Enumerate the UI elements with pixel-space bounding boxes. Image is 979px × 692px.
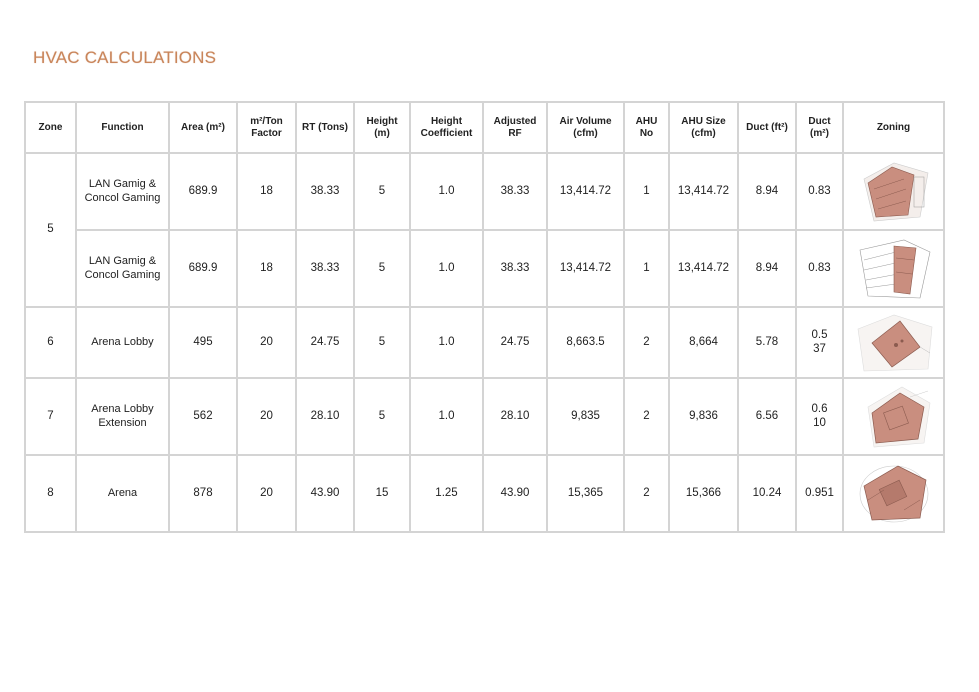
header-factor: m²/Ton Factor bbox=[237, 102, 296, 153]
zone-cell: 5 bbox=[25, 153, 76, 307]
header-function: Function bbox=[76, 102, 169, 153]
header-air-volume: Air Volume (cfm) bbox=[547, 102, 624, 153]
header-zoning: Zoning bbox=[843, 102, 944, 153]
floor-plan-zone-7-icon bbox=[854, 385, 934, 449]
rt-cell: 38.33 bbox=[296, 153, 354, 230]
ahu-no-cell: 1 bbox=[624, 230, 669, 307]
floor-plan-zone-5a-icon bbox=[854, 159, 934, 225]
duct-m-cell bbox=[796, 307, 843, 378]
air-volume-cell: 13,414.72 bbox=[547, 230, 624, 307]
header-ahu-no: AHU No bbox=[624, 102, 669, 153]
factor-cell: 18 bbox=[237, 230, 296, 307]
ahu-size-cell: 15,366 bbox=[669, 455, 738, 532]
table-row bbox=[25, 153, 944, 230]
height-cell: 5 bbox=[354, 230, 410, 307]
ahu-size-cell: 9,836 bbox=[669, 378, 738, 455]
zoning-cell bbox=[843, 455, 944, 532]
ahu-size-cell: 13,414.72 bbox=[669, 230, 738, 307]
duct-m-value: 0.610 bbox=[811, 402, 828, 429]
header-duct-m: Duct (m²) bbox=[796, 102, 843, 153]
zoning-cell bbox=[843, 153, 944, 230]
header-ahu-size: AHU Size (cfm) bbox=[669, 102, 738, 153]
floor-plan-zone-5b-icon bbox=[854, 236, 934, 302]
duct-ft-cell: 5.78 bbox=[738, 307, 796, 378]
air-volume-cell: 13,414.72 bbox=[547, 153, 624, 230]
ahu-size-cell: 13,414.72 bbox=[669, 153, 738, 230]
coefficient-cell: 1.0 bbox=[410, 378, 483, 455]
duct-ft-cell: 8.94 bbox=[738, 230, 796, 307]
air-volume-cell: 8,663.5 bbox=[547, 307, 624, 378]
zone-cell: 7 bbox=[25, 378, 76, 455]
factor-cell: 20 bbox=[237, 307, 296, 378]
coefficient-cell: 1.0 bbox=[410, 153, 483, 230]
duct-m-cell bbox=[796, 378, 843, 455]
duct-ft-cell: 10.24 bbox=[738, 455, 796, 532]
function-cell: Arena Lobby bbox=[76, 307, 169, 378]
zone-cell: 6 bbox=[25, 307, 76, 378]
table-row bbox=[25, 307, 944, 378]
area-cell: 878 bbox=[169, 455, 237, 532]
area-cell: 562 bbox=[169, 378, 237, 455]
header-area: Area (m²) bbox=[169, 102, 237, 153]
rt-cell: 43.90 bbox=[296, 455, 354, 532]
duct-m-cell: 0.951 bbox=[796, 455, 843, 532]
rt-cell: 28.10 bbox=[296, 378, 354, 455]
header-adjusted-rf: Adjusted RF bbox=[483, 102, 547, 153]
header-row bbox=[25, 102, 944, 153]
zoning-cell bbox=[843, 307, 944, 378]
floor-plan-zone-6-icon bbox=[854, 313, 934, 373]
duct-m-value: 0.537 bbox=[811, 328, 828, 355]
factor-cell: 18 bbox=[237, 153, 296, 230]
function-cell: LAN Gamig & Concol Gaming bbox=[76, 153, 169, 230]
header-rt: RT (Tons) bbox=[296, 102, 354, 153]
function-cell: Arena Lobby Extension bbox=[76, 378, 169, 455]
function-cell: LAN Gamig & Concol Gaming bbox=[76, 230, 169, 307]
ahu-no-cell: 2 bbox=[624, 455, 669, 532]
header-height: Height (m) bbox=[354, 102, 410, 153]
function-cell: Arena bbox=[76, 455, 169, 532]
zoning-cell bbox=[843, 230, 944, 307]
header-height-coefficient: Height Coefficient bbox=[410, 102, 483, 153]
coefficient-cell: 1.0 bbox=[410, 307, 483, 378]
duct-m-cell: 0.83 bbox=[796, 230, 843, 307]
air-volume-cell: 15,365 bbox=[547, 455, 624, 532]
adjusted-rf-cell: 38.33 bbox=[483, 230, 547, 307]
ahu-no-cell: 2 bbox=[624, 378, 669, 455]
height-cell: 5 bbox=[354, 378, 410, 455]
rt-cell: 24.75 bbox=[296, 307, 354, 378]
adjusted-rf-cell: 28.10 bbox=[483, 378, 547, 455]
height-cell: 15 bbox=[354, 455, 410, 532]
header-zone: Zone bbox=[25, 102, 76, 153]
factor-cell: 20 bbox=[237, 378, 296, 455]
page-title: HVAC CALCULATIONS bbox=[33, 48, 217, 67]
table-row bbox=[25, 230, 944, 307]
duct-ft-cell: 8.94 bbox=[738, 153, 796, 230]
adjusted-rf-cell: 38.33 bbox=[483, 153, 547, 230]
factor-cell: 20 bbox=[237, 455, 296, 532]
table-row bbox=[25, 378, 944, 455]
coefficient-cell: 1.0 bbox=[410, 230, 483, 307]
table-row bbox=[25, 455, 944, 532]
air-volume-cell: 9,835 bbox=[547, 378, 624, 455]
adjusted-rf-cell: 24.75 bbox=[483, 307, 547, 378]
duct-ft-cell: 6.56 bbox=[738, 378, 796, 455]
zone-cell: 8 bbox=[25, 455, 76, 532]
ahu-size-cell: 8,664 bbox=[669, 307, 738, 378]
header-duct-ft: Duct (ft²) bbox=[738, 102, 796, 153]
floor-plan-zone-8-icon bbox=[854, 460, 934, 528]
duct-m-cell: 0.83 bbox=[796, 153, 843, 230]
area-cell: 689.9 bbox=[169, 230, 237, 307]
area-cell: 689.9 bbox=[169, 153, 237, 230]
ahu-no-cell: 2 bbox=[624, 307, 669, 378]
adjusted-rf-cell: 43.90 bbox=[483, 455, 547, 532]
height-cell: 5 bbox=[354, 307, 410, 378]
zoning-cell bbox=[843, 378, 944, 455]
area-cell: 495 bbox=[169, 307, 237, 378]
height-cell: 5 bbox=[354, 153, 410, 230]
ahu-no-cell: 1 bbox=[624, 153, 669, 230]
hvac-table bbox=[24, 101, 945, 533]
rt-cell: 38.33 bbox=[296, 230, 354, 307]
coefficient-cell: 1.25 bbox=[410, 455, 483, 532]
